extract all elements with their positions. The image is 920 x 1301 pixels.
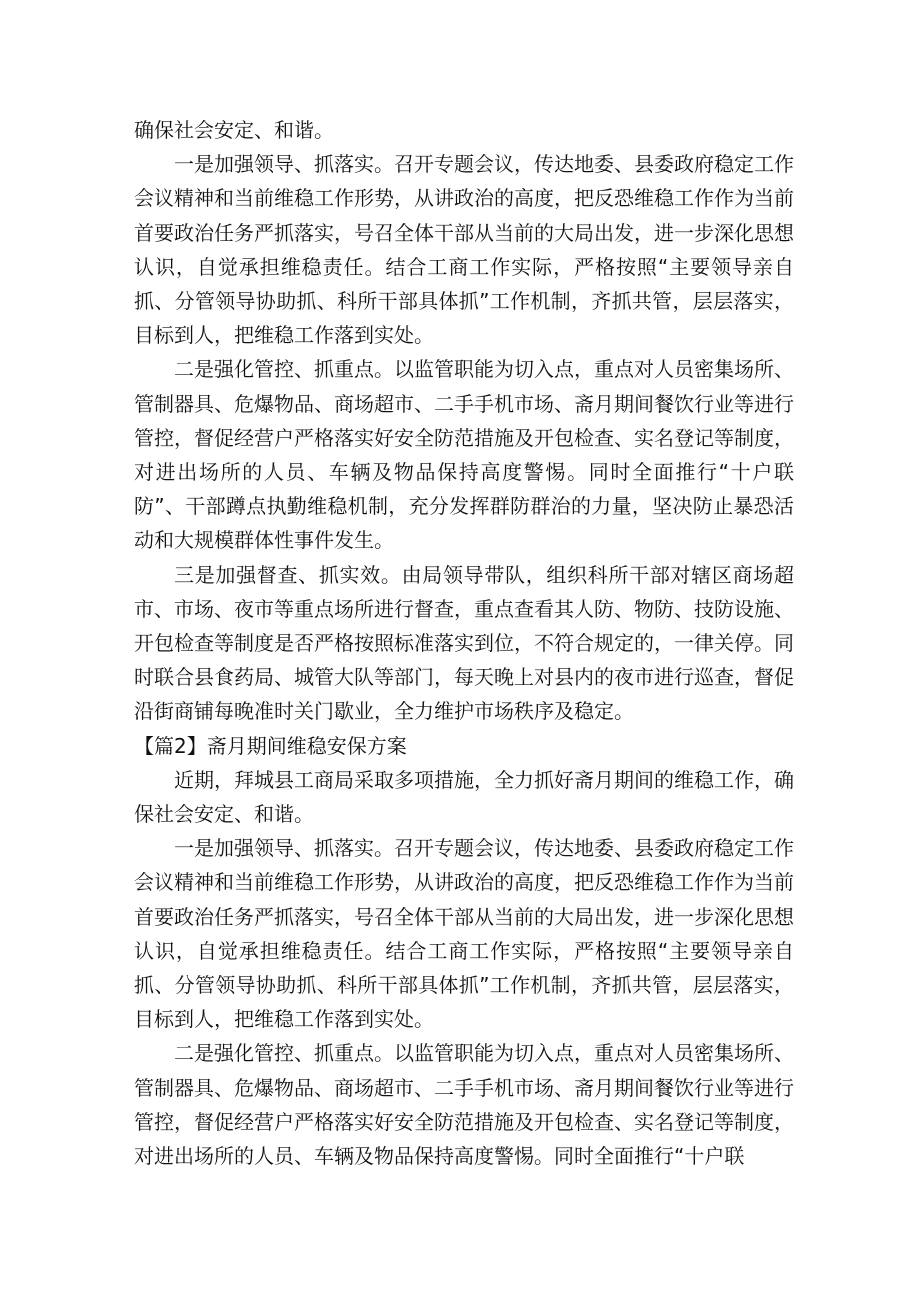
paragraph-intro: 近期，拜城县工商局采取多项措施，全力抓好斋月期间的维稳工作，确保社会安定、和谐。 <box>134 767 794 827</box>
paragraph-leadership: 一是加强领导、抓落实。召开专题会议，传达地委、县委政府稳定工作会议精神和当前维稳工作形势，从讲政治的高度，把反恐维稳工作作为当前首要政治任务严抓落实，号召全体干部从当前的大局出发，进一步深化思想认识，自觉承担维稳责任。结合工商工作实际，严格按照“主要领导亲自抓、分管领导协助抓、科所干部具体抓”工作机制，齐抓共管，层层落实，目标到人，把维稳工作落到实处。 <box>134 152 794 348</box>
paragraph-inspection: 三是加强督查、抓实效。由局领导带队，组织科所干部对辖区商场超市、市场、夜市等重点场所进行督查，重点查看其人防、物防、技防设施、开包检查等制度是否严格按照标准落实到位，不符合规定的，一律关停。同时联合县食药局、城管大队等部门，每天晚上对县内的夜市进行巡查，督促沿街商铺每晚准时关门歇业，全力维护市场秩序及稳定。 <box>134 562 794 724</box>
document-body <box>134 113 794 1173</box>
paragraph-control-2: 二是强化管控、抓重点。以监管职能为切入点，重点对人员密集场所、管制器具、危爆物品、商场超市、二手手机市场、斋月期间餐饮行业等进行管控，督促经营户严格落实好安全防范措施及开包检查、实名登记等制度，对进出场所的人员、车辆及物品保持高度警惕。同时全面推行“十户联 <box>134 1041 794 1169</box>
paragraph-continuation: 确保社会安定、和谐。 <box>134 118 334 142</box>
section-heading: 【篇2】斋月期间维稳安保方案 <box>134 733 407 758</box>
paragraph-leadership-2: 一是加强领导、抓落实。召开专题会议，传达地委、县委政府稳定工作会议精神和当前维稳工作形势，从讲政治的高度，把反恐维稳工作作为当前首要政治任务严抓落实，号召全体干部从当前的大局出发，进一步深化思想认识，自觉承担维稳责任。结合工商工作实际，严格按照“主要领导亲自抓、分管领导协助抓、科所干部具体抓”工作机制，齐抓共管，层层落实，目标到人，把维稳工作落到实处。 <box>134 836 794 1032</box>
paragraph-control: 二是强化管控、抓重点。以监管职能为切入点，重点对人员密集场所、管制器具、危爆物品、商场超市、二手手机市场、斋月期间餐饮行业等进行管控，督促经营户严格落实好安全防范措施及开包检查、实名登记等制度，对进出场所的人员、车辆及物品保持高度警惕。同时全面推行“十户联防”、干部蹲点执勤维稳机制，充分发挥群防群治的力量，坚决防止暴恐活动和大规模群体性事件发生。 <box>134 357 794 553</box>
